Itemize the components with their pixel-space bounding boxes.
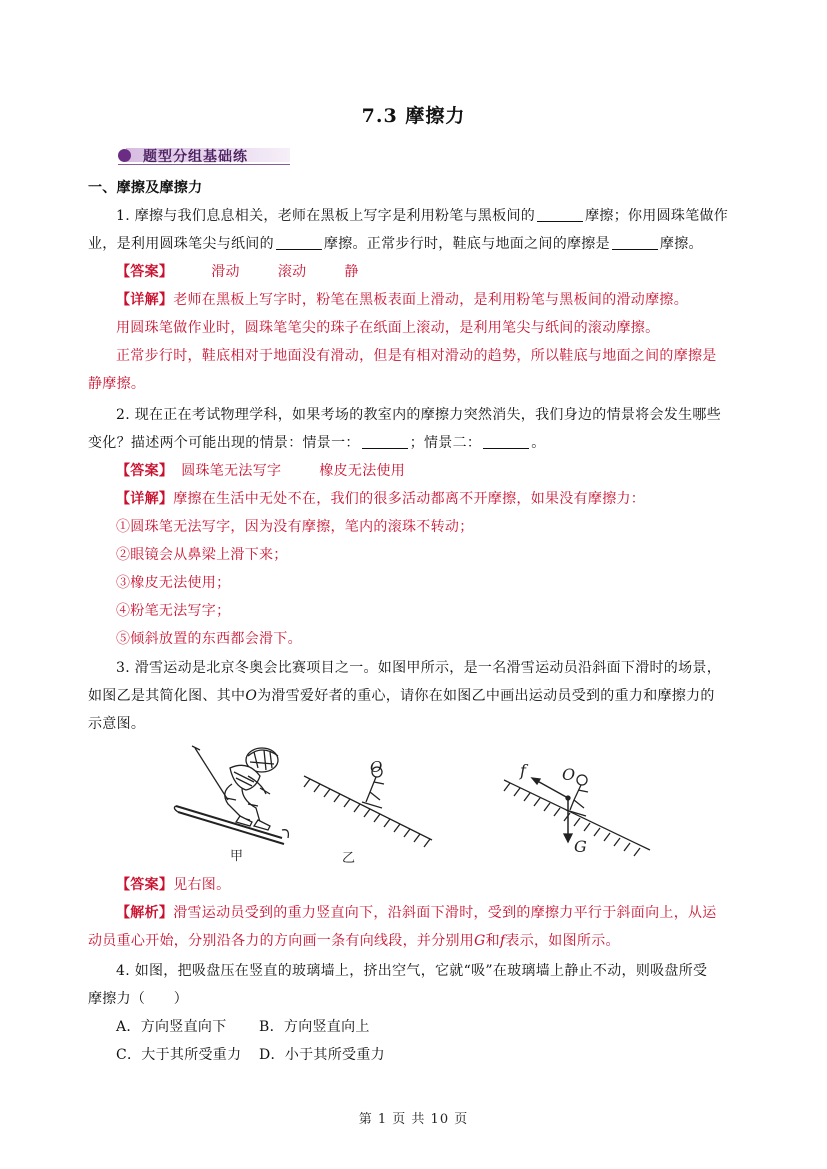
q2-item-5: ⑤倾斜放置的东西都会滑下。 [116,631,302,647]
q2-text-b: ；情景二： [409,435,482,451]
q1-text-e: 摩擦。 [659,236,703,252]
page-footer: 第 1 页 共 10 页 [358,1112,469,1127]
q2-item-4: ④粉笔无法写字； [116,603,231,619]
q1-answer-1: 滑动 [211,264,240,280]
f-symbol: f [499,933,506,949]
q1-answer-2: 滚动 [277,264,307,280]
skier-illustration [174,746,288,844]
section-heading: 一、摩擦及摩擦力 [88,180,203,196]
q1-text-c: 业，是利用圆珠笔尖与纸间的 [88,236,274,252]
q1-line2 [88,234,748,254]
q2-text-c: 。 [531,435,546,451]
section-band [118,144,290,166]
bullet-dot-icon [118,149,131,162]
q3-line3: 示意图。 [88,716,146,732]
answer-tag: 【答案】 [116,877,174,893]
q3-analysis-text-3: 表示，如图所示。 [505,933,620,949]
q2-line2 [88,433,748,453]
fig-f-label: f [520,761,526,780]
blank [276,235,322,250]
fig-o-label-answer: O [562,765,576,784]
q3-answer [116,875,776,895]
q3-answer-text: 见右图。 [173,877,231,893]
and-text: 和 [485,933,500,949]
ski-figure [170,742,660,870]
q2-detail-intro [116,489,776,509]
q1-text-b: 摩擦；你用圆珠笔做作 [585,208,729,224]
q2-answer-1: 圆珠笔无法写字 [181,463,282,479]
q1-detail-text-1: 老师在黑板上写字时，粉笔在黑板表面上滑动，是利用粉笔与黑板间的滑动摩擦。 [173,292,689,308]
q2-line1: 2. 现在正在考试物理学科，如果考场的教室内的摩擦力突然消失，我们身边的情景将会发生哪些 [116,407,722,423]
answer-tag: 【答案】 [116,264,174,280]
q3-analysis-2 [88,931,748,951]
q1-detail-3: 正常步行时，鞋底相对于地面没有滑动，但是有相对滑动的趋势，所以鞋底与地面之间的摩擦是 [116,348,717,364]
q1-answer [116,262,776,282]
option-d[interactable]: D．小于其所受重力 [259,1047,385,1063]
detail-tag: 【详解】 [116,491,174,507]
q1-answer-3: 静 [344,264,359,280]
q4-options-row-1 [116,1017,776,1037]
q3-analysis-text-1: 滑雪运动员受到的重力竖直向下，沿斜面下滑时，受到的摩擦力平行于斜面向上，从运 [173,905,717,921]
q3-text-b: 为滑雪爱好者的重心，请你在如图乙中画出运动员受到的重力和摩擦力的 [257,688,715,704]
q2-item-1: ①圆珠笔无法写字，因为没有摩擦，笔内的滚珠不转动； [116,519,474,535]
g-symbol: G [474,933,486,949]
q2-item-2: ②眼镜会从鼻梁上滑下来； [116,547,288,563]
q3-o-symbol: O [245,688,258,704]
q2-answer [116,461,776,481]
fig-o-label-yi: O [370,758,383,776]
q1-text-a: 1. 摩擦与我们息息相关，老师在黑板上写字是利用粉笔与黑板间的 [116,208,536,224]
band-label: 题型分组基础练 [143,149,248,165]
fig-label-yi: 乙 [342,851,356,866]
q2-answer-2: 橡皮无法使用 [319,463,406,479]
fig-g-label: G [574,837,587,856]
q3-analysis-1 [116,903,776,923]
fig-label-jia: 甲 [230,849,244,864]
q1-line1 [116,206,776,226]
analysis-tag: 【解析】 [116,905,174,921]
slope-yi [304,767,432,847]
option-a[interactable]: A．方向竖直向下 [116,1019,227,1035]
answer-tag: 【答案】 [116,463,174,479]
q2-item-3: ③橡皮无法使用； [116,575,231,591]
q4-line1: 4. 如图，把吸盘压在竖直的玻璃墙上，挤出空气，它就“吸”在玻璃墙上静止不动，则吸盘所受 [116,963,708,979]
blank [362,434,408,449]
q1-detail-4: 静摩擦。 [88,376,146,392]
q2-detail-text: 摩擦在生活中无处不在，我们的很多活动都离不开摩擦，如果没有摩擦力： [173,491,646,507]
q4-options-row-2 [116,1045,776,1065]
q1-detail-1 [116,290,776,310]
blank [483,434,529,449]
q3-line2 [88,686,748,706]
q1-text-d: 摩擦。正常步行时，鞋底与地面之间的摩擦是 [323,236,610,252]
blank [537,207,583,222]
option-c[interactable]: C．大于其所受重力 [116,1047,242,1063]
q3-text-a: 如图乙是其简化图、其中 [88,688,246,704]
q3-line1: 3. 滑雪运动是北京冬奥会比赛项目之一。如图甲所示，是一名滑雪运动员沿斜面下滑时的场景， [116,660,722,676]
blank [612,235,658,250]
q3-analysis-text-2: 动员重心开始，分别沿各力的方向画一条有向线段，并分别用 [88,933,475,949]
q4-line2: 摩擦力（ ） [88,991,189,1007]
q1-detail-2: 用圆珠笔做作业时，圆珠笔笔尖的珠子在纸面上滚动，是利用笔尖与纸间的滚动摩擦。 [116,320,660,336]
option-b[interactable]: B．方向竖直向上 [259,1019,370,1035]
page-title: 7.3 摩擦力 [361,105,466,127]
detail-tag: 【详解】 [116,292,174,308]
q2-text-a: 变化？描述两个可能出现的情景：情景一： [88,435,360,451]
